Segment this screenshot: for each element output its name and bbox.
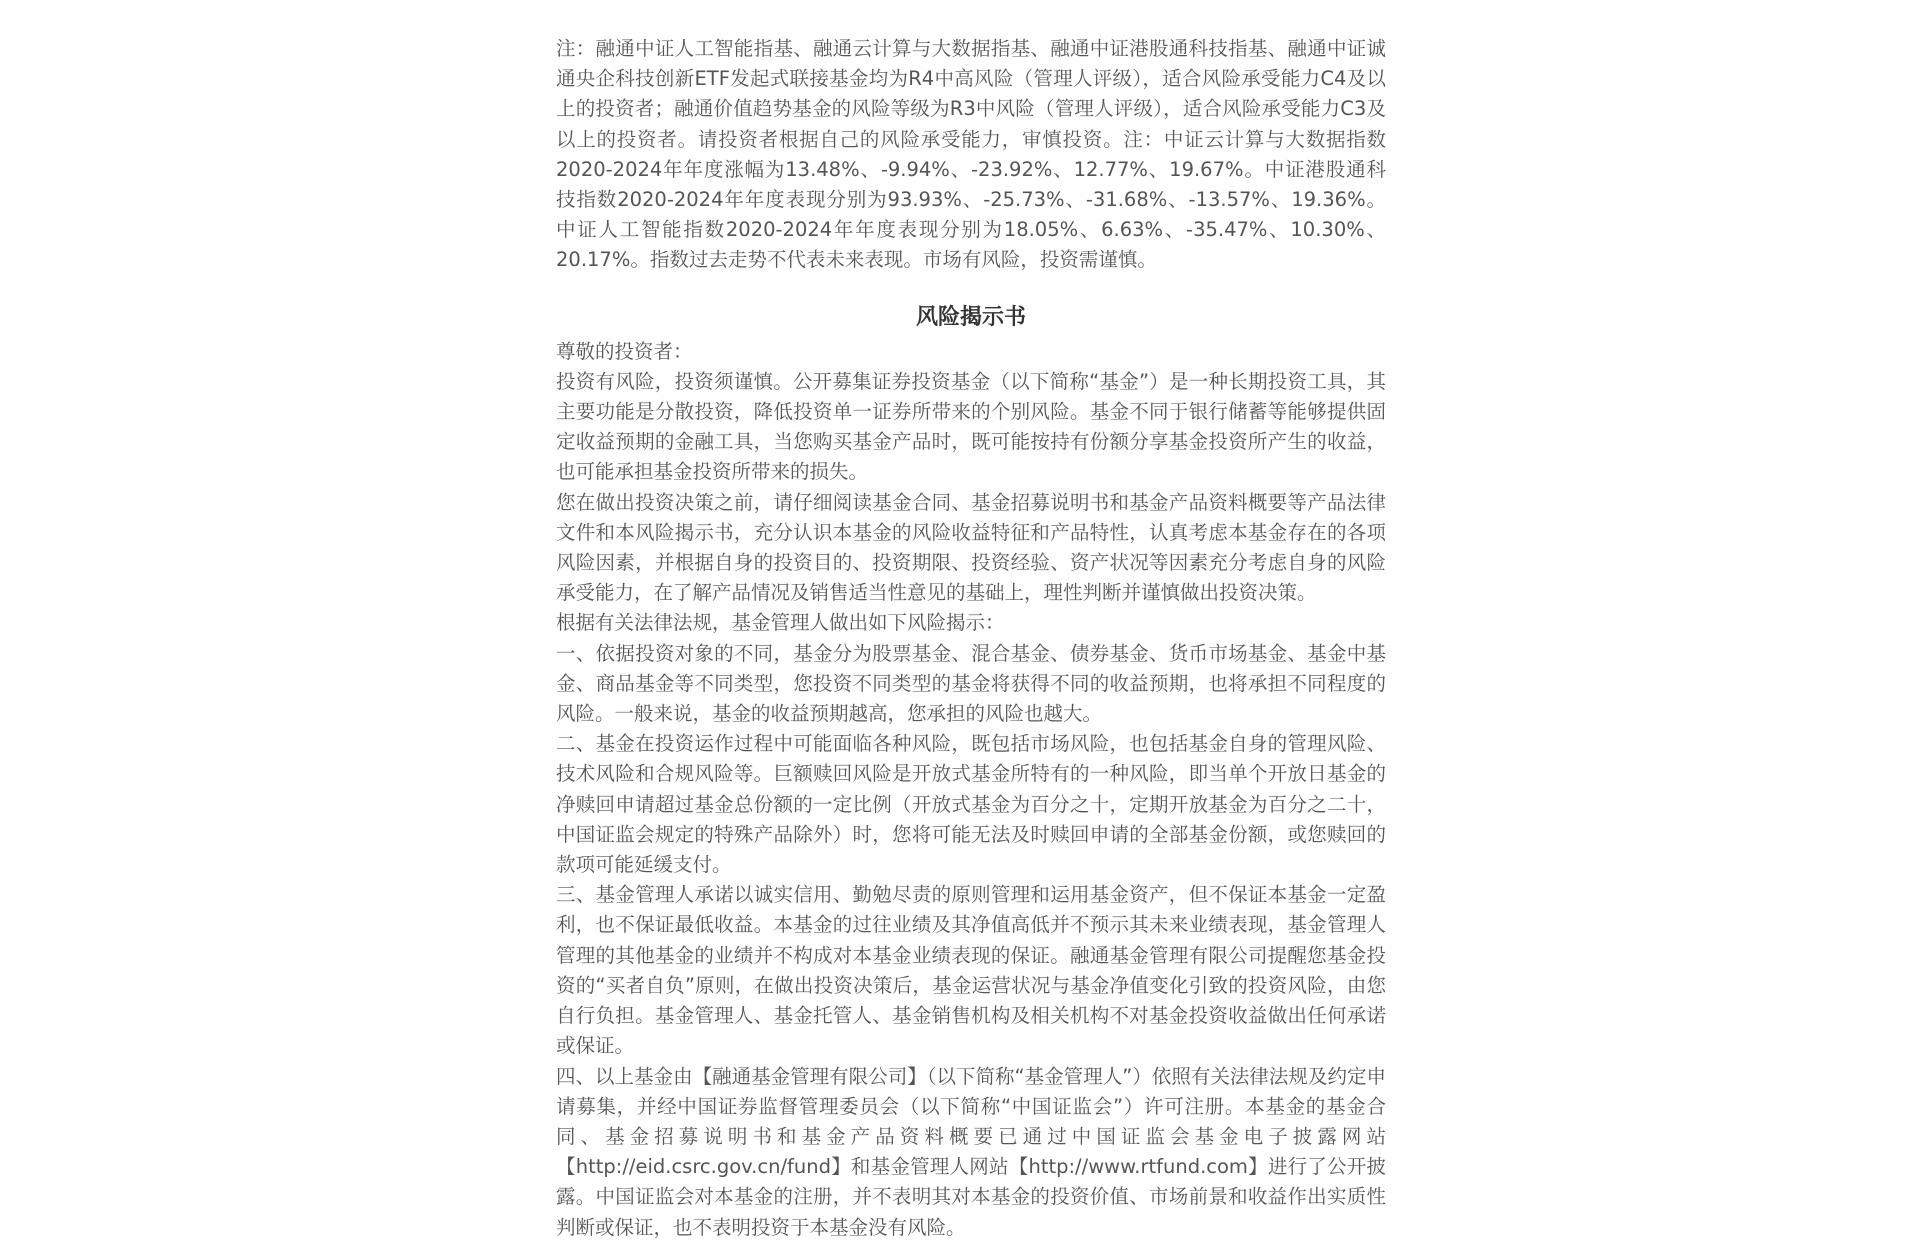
paragraph-item-3: 三、基金管理人承诺以诚实信用、勤勉尽责的原则管理和运用基金资产，但不保证本基金一定盈利，也不保证最低收益。本基金的过往业绩及其净值高低并不预示其未来业绩表现，基金管理人管理的其他基金的业绩并不构成对本基金业绩表现的保证。融通基金管理有限公司提醒您基金投资的“买者自负”原则，在做出投资决策后，基金运营状况与基金净值变化引致的投资风险，由您自行负担。基金管理人、基金托管人、基金销售机构及相关机构不对基金投资收益做出任何承诺或保证。	[556, 883, 1386, 1058]
salutation: 尊敬的投资者：	[556, 339, 693, 363]
paragraph-disclosure-lead: 根据有关法律法规，基金管理人做出如下风险揭示：	[556, 611, 1005, 635]
paragraph-item-1: 一、依据投资对象的不同，基金分为股票基金、混合基金、债券基金、货币市场基金、基金中基金、商品基金等不同类型，您投资不同类型的基金将获得不同的收益预期，也将承担不同程度的风险。一般来说，基金的收益预期越高，您承担的风险也越大。	[556, 641, 1386, 726]
paragraph-item-2: 二、基金在投资运作过程中可能面临各种风险，既包括市场风险，也包括基金自身的管理风险、技术风险和合规风险等。巨额赎回风险是开放式基金所特有的一种风险，即当单个开放日基金的净赎回申请超过基金总份额的一定比例（开放式基金为百分之十，定期开放基金为百分之二十，中国证监会规定的特殊产品除外）时，您将可能无法及时赎回申请的全部基金份额，或您赎回的款项可能延缓支付。	[556, 732, 1386, 877]
document-body	[556, 34, 1386, 1243]
disclaimer-note: 注：融通中证人工智能指基、融通云计算与大数据指基、融通中证港股通科技指基、融通中证诚通央企科技创新ETF发起式联接基金均为R4中高风险（管理人评级），适合风险承受能力C4及以上的投资者；融通价值趋势基金的风险等级为R3中风险（管理人评级），适合风险承受能力C3及以上的投资者。请投资者根据自己的风险承受能力，审慎投资。注：中证云计算与大数据指数2020-2024年年度涨幅为13.48%、-9.94%、-23.92%、12.77%、19.67%。中证港股通科技指数2020-2024年年度表现分别为93.93%、-25.73%、-31.68%、-13.57%、19.36%。中证人工智能指数2020-2024年年度表现分别为18.05%、6.63%、-35.47%、10.30%、20.17%。指数过去走势不代表未来表现。市场有风险，投资需谨慎。	[556, 37, 1386, 272]
paragraph-item-4: 四、以上基金由【融通基金管理有限公司】（以下简称“基金管理人”）依照有关法律法规及约定申请募集，并经中国证券监督管理委员会（以下简称“中国证监会”）许可注册。本基金的基金合同、基金招募说明书和基金产品资料概要已通过中国证监会基金电子披露网站【http://eid.csrc.gov.cn/fund】和基金管理人网站【http://www.rtfund.com】进行了公开披露。中国证监会对本基金的注册，并不表明其对本基金的投资价值、市场前景和收益作出实质性判断或保证，也不表明投资于本基金没有风险。	[556, 1064, 1386, 1239]
document-title: 风险揭示书	[915, 304, 1026, 330]
paragraph-decision: 您在做出投资决策之前，请仔细阅读基金合同、基金招募说明书和基金产品资料概要等产品法律文件和本风险揭示书，充分认识本基金的风险收益特征和产品特性，认真考虑本基金存在的各项风险因素，并根据自身的投资目的、投资期限、投资经验、资产状况等因素充分考虑自身的风险承受能力，在了解产品情况及销售适当性意见的基础上，理性判断并谨慎做出投资决策。	[556, 490, 1386, 605]
paragraph-intro: 投资有风险，投资须谨慎。公开募集证券投资基金（以下简称“基金”）是一种长期投资工具，其主要功能是分散投资，降低投资单一证券所带来的个别风险。基金不同于银行储蓄等能够提供固定收益预期的金融工具，当您购买基金产品时，既可能按持有份额分享基金投资所产生的收益，也可能承担基金投资所带来的损失。	[556, 369, 1386, 484]
